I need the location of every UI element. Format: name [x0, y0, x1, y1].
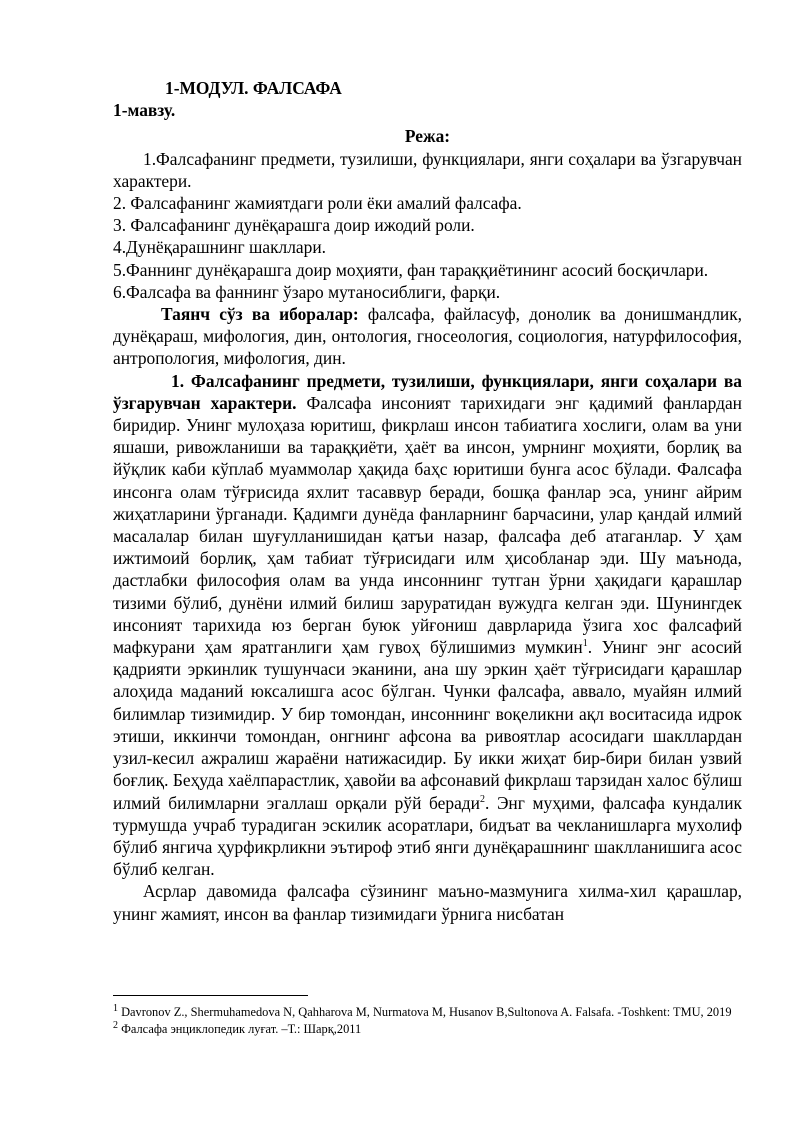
paragraph-text: . Унинг энг асосий қадрияти эркинлик тушунчаси эканини, ана шу эркин ҳаёт тўғрисидаги қарашлар алоҳида маданий юксалишга асос бўлган. Чунки фалсафа, аввало, муайян илмий билимлар тизимидир. У бир томондан, инсоннинг воқеликни ақл воситасида идрок этиши, иккинчи томондан, онгнинг афсона ва ривоятлар асосидаги шакллардан узил-кесил ажралиш жараёни натижасидир. Бу икки жиҳат бир-бири билан узвий боғлиқ. Беҳуда хаёлпарастлик, ҳавойи ва афсонавий фикрлаш тарзидан халос бўлиш илмий билимларни эгаллаш орқали рўй беради	[113, 637, 742, 813]
footnote-ref[interactable]: 1	[582, 638, 588, 650]
section-heading: 1. Фалсафанинг предмети, тузилиши, функциялари, янги соҳалари ва ўзгарувчан характери.	[113, 370, 742, 413]
plan-item: 2. Фалсафанинг жамиятдаги роли ёки амалий фалсафа.	[113, 193, 522, 214]
document-body	[113, 70, 742, 925]
footnote-text: Davronov Z., Shermuhamedova N, Qahharova M, Nurmatova M, Husanov B,Sultonova A. Falsafa. -Toshkent: TMU, 2019	[118, 1005, 732, 1019]
plan-item: 4.Дунёқарашнинг шакллари.	[113, 237, 326, 258]
footnote-text: Фалсафа энциклопедик луғат. –Т.: Шарқ,2011	[118, 1021, 362, 1036]
footnote	[113, 1004, 742, 1021]
plan-title: Режа:	[404, 126, 451, 147]
plan-item: 3. Фалсафанинг дунёқарашга доир ижодий роли.	[113, 215, 475, 236]
plan-item: 5.Фаннинг дунёқарашга доир моҳияти, фан тараққиётининг асосий босқичлари.	[113, 259, 709, 280]
footnote-separator	[113, 995, 308, 996]
main-paragraph	[113, 370, 742, 881]
footnotes	[113, 1004, 742, 1037]
plan-item: 6.Фалсафа ва фаннинг ўзаро мутаносиблиги, фарқи.	[113, 281, 501, 302]
keywords-text: фалсафа, файласуф, донолик ва донишмандлик, дунёқараш, мифология, дин, онтология, гносеология, социология, натурфилософия, антропология, мифология, дин.	[113, 304, 743, 369]
keywords-label: Таянч сўз ва иборалар:	[161, 304, 359, 325]
footnote-number: 2	[113, 1019, 118, 1031]
footnote-number: 1	[113, 1002, 118, 1014]
footnote	[113, 1021, 742, 1038]
plan-item: 1.Фалсафанинг предмети, тузилиши, функциялари, янги соҳалари ва ўзгарувчан характери.	[113, 148, 742, 191]
paragraph-text: Фалсафа инсоният тарихидаги энг қадимий фанлардан биридир. Унинг мулоҳаза юритиш, фикрлаш инсон табиатига хослиги, олам ва уни яшаши, ривожланиши ва тараққиёти, ҳаёт ва инсон, умрнинг моҳияти, борлиқ ва йўқлик каби кўплаб муаммолар ҳақида баҳс юритиши бунга асос бўлади. Фалсафа инсонга олам тўғрисида яхлит тасаввур беради, бошқа фанлар эса, унинг айрим жиҳатларини ўрганади. Қадимги дунёда фанларнинг барчасини, улар қандай илмий масалалар билан шуғулланишидан қатъи назар, фалсафа деб атаганлар. У ҳам ижтимоий борлиқ, ҳам табиат тўғрисидаги илм ҳисобланар эди. Шу маънода, дастлабки философия олам ва унда инсоннинг тутган ўрни ҳақидаги қарашлар тизими бўлиб, дунёни илмий билиш заруратидан вужудга келган эди. Шунингдек инсоният тарихида юз берган буюк уйғониш даврларида ўзига хос фалсафий мафкурани ҳам яратганлиги ҳам гувоҳ бўлишимиз мумкин	[113, 392, 742, 658]
paragraph-text: . Энг муҳими, фалсафа кундалик турмушда учраб турадиган эскилик асоратлари, бидъат ва чекланишларга мухолиф бўлиб янгича ҳурфикрликни эътироф этиб янги дунёқарашнинг шаклланишига асос бўлиб келган.	[113, 792, 742, 880]
keywords-paragraph	[113, 303, 742, 370]
paragraph: Асрлар давомида фалсафа сўзининг маъно-мазмунига хилма-хил қарашлар, унинг жамият, инсон ва фанлар тизимидаги ўрнига нисбатан	[113, 881, 742, 924]
module-title: 1-МОДУЛ. ФАЛСАФА	[165, 78, 342, 98]
footnote-ref[interactable]: 2	[479, 793, 485, 805]
topic-label: 1-мавзу.	[113, 100, 176, 121]
